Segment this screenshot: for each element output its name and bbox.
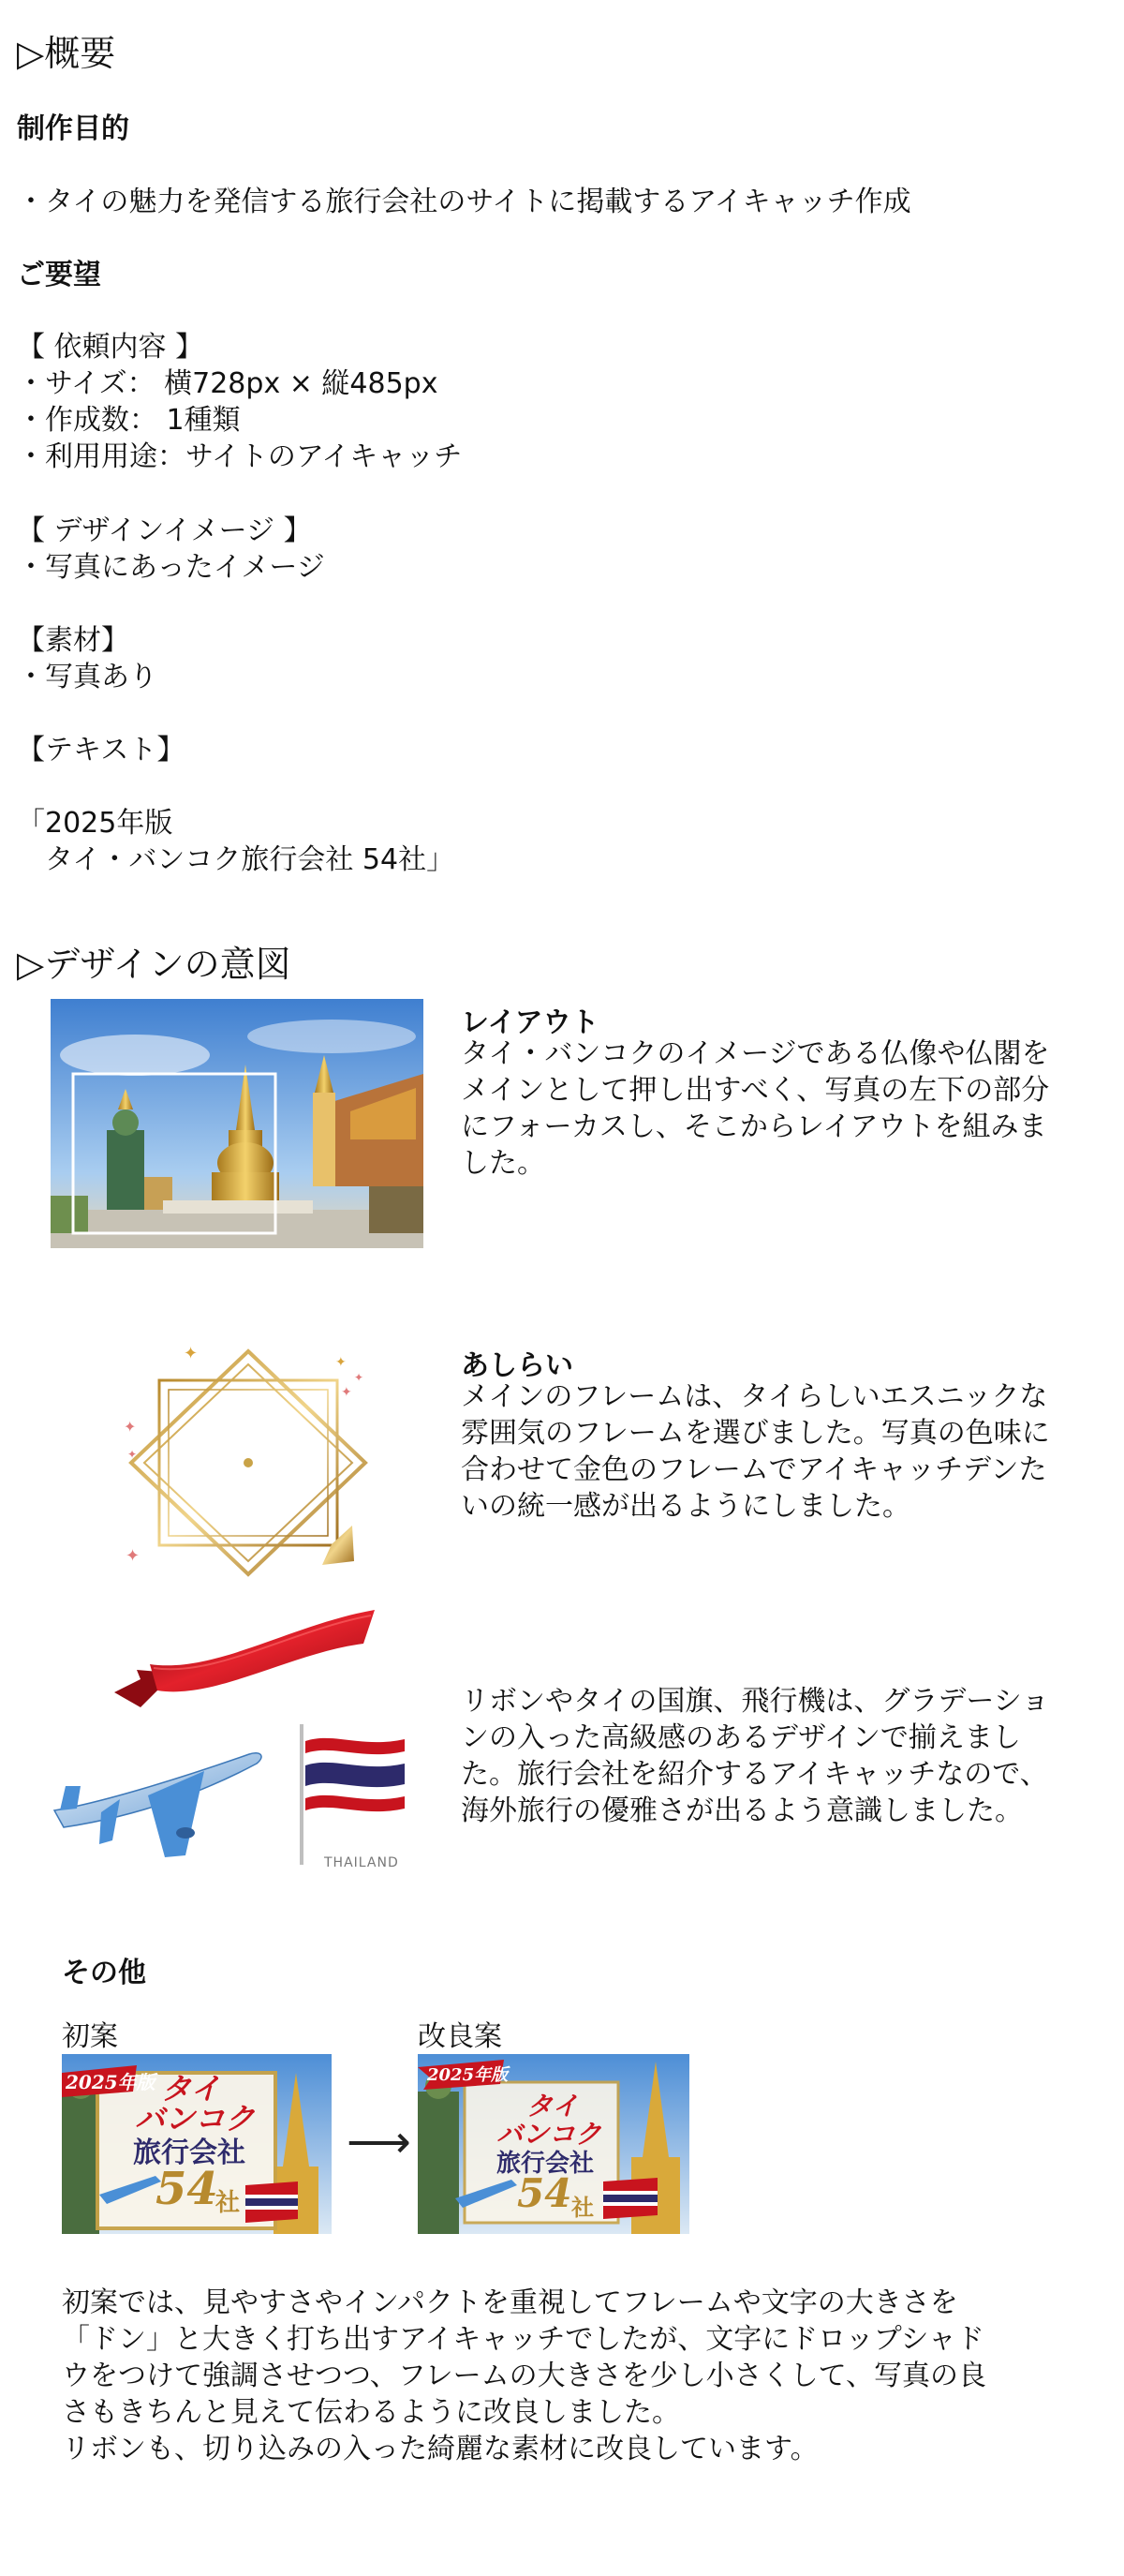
svg-text:✦: ✦	[354, 1371, 364, 1384]
ribbon-line: ンの入った高級感のあるデザインで揃えまし	[461, 1721, 1021, 1754]
thumb-line3: 旅行会社	[496, 2150, 595, 2178]
layout-line: タイ・バンコクのイメージである仏像や仏閣を	[461, 1037, 1050, 1070]
text-line-1: 「2025年版	[17, 807, 173, 840]
overview-heading: ▷概要	[17, 33, 116, 74]
thumb-line1: タイ	[526, 2091, 579, 2122]
first-draft-thumbnail	[62, 2054, 332, 2234]
thumb-number: 54	[155, 2163, 218, 2215]
other-title: その他	[62, 1957, 146, 1989]
temple-photo	[51, 999, 423, 1248]
layout-line: した。	[461, 1147, 545, 1180]
request-block-title: 【 依頼内容 】	[17, 331, 204, 364]
thumb-line2: バンコク	[496, 2119, 602, 2150]
thumb-line1: タイ	[161, 2071, 221, 2107]
summary-line: ウをつけて強調させつつ、フレームの大きさを少し小さくして、写真の良	[62, 2360, 986, 2392]
improved-draft-label: 改良案	[418, 2020, 502, 2053]
decor-text	[461, 1378, 1050, 1525]
svg-text:✦: ✦	[184, 1344, 199, 1363]
ribbon-line: リボンやタイの国旗、飛行機は、グラデーショ	[461, 1685, 1050, 1718]
svg-text:✦: ✦	[341, 1385, 352, 1400]
svg-text:✦: ✦	[124, 1418, 137, 1436]
svg-text:✦: ✦	[126, 1546, 140, 1566]
thai-flag-image	[298, 1724, 410, 1876]
purpose-line: ・タイの魅力を発信する旅行会社のサイトに掲載するアイキャッチ作成	[17, 186, 911, 218]
purpose-title: 制作目的	[17, 112, 129, 145]
requests-title: ご要望	[17, 259, 101, 291]
layout-line: にフォーカスし、そこからレイアウトを組みま	[461, 1110, 1047, 1143]
layout-title: レイアウト	[461, 1006, 599, 1039]
ribbon-line: た。旅行会社を紹介するアイキャッチなので、	[461, 1758, 1048, 1791]
design-heading: ▷デザインの意図	[17, 944, 291, 985]
design-image-title: 【 デザインイメージ 】	[17, 514, 312, 547]
layout-line: メインとして押し出すべく、写真の左下の部分	[461, 1074, 1050, 1107]
material-line: ・写真あり	[17, 661, 157, 693]
design-image-line: ・写真にあったイメージ	[17, 551, 325, 584]
summary-line: 「ドン」と大きく打ち出すアイキャッチでしたが、文字にドロップシャド	[62, 2323, 984, 2356]
layout-text	[461, 1035, 1050, 1182]
thumb-unit: 社	[215, 2189, 241, 2217]
request-size-line: ・サイズ： 横728px × 縦485px	[17, 367, 438, 400]
text-line-2: タイ・バンコク旅行会社 54社」	[17, 843, 455, 876]
decor-line: 合わせて金色のフレームでアイキャッチデンた	[461, 1453, 1047, 1486]
summary-line: さもきちんと見えて伝わるように改良しました。	[62, 2396, 680, 2429]
ribbon-line: 海外旅行の優雅さが出るよう意識しました。	[461, 1794, 1023, 1827]
thumb-year: 2025年版	[66, 2071, 155, 2093]
svg-text:✦: ✦	[335, 1355, 347, 1370]
request-count-line: ・作成数： 1種類	[17, 404, 241, 437]
thumb-unit: 社	[571, 2194, 594, 2221]
thumb-number: 54	[517, 2170, 572, 2216]
summary-line: 初案では、見やすさやインパクトを重視してフレームや文字の大きさを	[62, 2286, 958, 2319]
arrow-icon: ⟶	[347, 2116, 411, 2168]
request-usage-line: ・利用用途：サイトのアイキャッチ	[17, 440, 463, 473]
summary-text	[62, 2285, 986, 2467]
improved-draft-thumbnail	[418, 2054, 689, 2234]
svg-text:✦: ✦	[127, 1448, 138, 1461]
flag-caption: THAILAND	[324, 1855, 399, 1870]
ribbon-image	[112, 1606, 384, 1709]
decor-line: いの統一感が出るようにしました。	[461, 1490, 910, 1523]
gold-frame-image	[118, 1338, 378, 1587]
material-title: 【素材】	[17, 624, 129, 657]
decor-line: 雰囲気のフレームを選びました。写真の色味に	[461, 1417, 1050, 1450]
airplane-image	[45, 1743, 268, 1859]
text-title: 【テキスト】	[17, 734, 185, 767]
thumb-year: 2025年版	[427, 2065, 509, 2085]
ribbon-text	[461, 1683, 1049, 1829]
thumb-line3: 旅行会社	[133, 2137, 245, 2169]
summary-line: リボンも、切り込みの入った綺麗な素材に改良しています。	[62, 2433, 819, 2465]
thumb-line2: バンコク	[135, 2101, 256, 2137]
first-draft-label: 初案	[62, 2020, 118, 2053]
decor-line: メインのフレームは、タイらしいエスニックな	[461, 1380, 1048, 1413]
decor-title: あしらい	[461, 1349, 573, 1382]
